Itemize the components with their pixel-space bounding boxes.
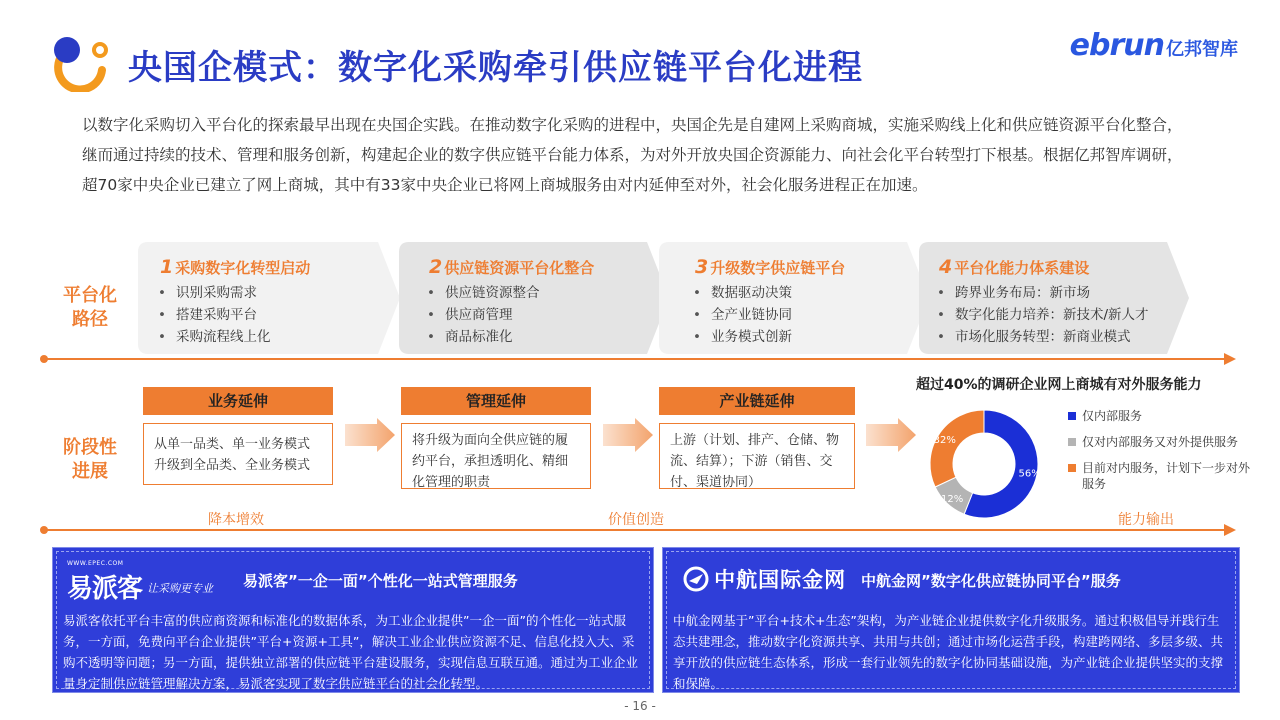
- donut-slice-label: 12%: [941, 493, 964, 505]
- path-stage-item: • 供应链资源整合: [427, 282, 539, 304]
- timeline-label: 降本增效: [208, 512, 264, 528]
- donut-chart: [924, 404, 1044, 524]
- path-stage-title: [695, 256, 845, 278]
- path-stage-item: • 市场化服务转型：新商业模式: [937, 326, 1149, 348]
- legend-label: 目前对内服务，计划下一步对外服务: [1082, 461, 1251, 491]
- stage-progress-label: [50, 436, 130, 484]
- title-logo-icon: [50, 34, 112, 92]
- brand-logo: [1070, 28, 1238, 63]
- cavic-logo-icon: [683, 566, 709, 592]
- path-stage-2: [399, 242, 669, 354]
- case-card-body: 中航金网基于”平台+技术+生态”架构，为产业链企业提供数字化升级服务。通过积极倡导并践行生态共建理念，推动数字化资源共享、共用与共创；通过市场化运营手段，构建跨网络、多层多级、共享开放的供应链生态体系，形成一套行业领先的数字化协同基础设施，为产业链企业提供坚实的支撑和保障。: [673, 613, 1224, 691]
- path-stage-items: [427, 282, 539, 348]
- path-stage-item: • 全产业链协同: [693, 304, 792, 326]
- chevron-right-icon: [603, 418, 653, 456]
- legend-swatch: [1068, 412, 1076, 420]
- extension-text: 上游（计划、排产、仓储、物流、结算）；下游（销售、交付、渠道协同）: [659, 423, 855, 489]
- path-stage-items: [158, 282, 270, 348]
- timeline-arrow-icon: [1224, 524, 1236, 536]
- path-stage-number: 3: [695, 256, 709, 278]
- epec-logo-slogan: 让采购更专业: [147, 582, 213, 595]
- extension-text: 从单一品类、单一业务模式升级到全品类、全业务模式: [143, 423, 333, 485]
- legend-label: 仅对内部服务又对外提供服务: [1082, 435, 1239, 449]
- intro-paragraph: 以数字化采购切入平台化的探索最早出现在央国企实践。在推动数字化采购的进程中，央国企先是自建网上采购商城，实施采购线上化和供应链资源平台化整合，继而通过持续的技术、管理和服务创新，构建起企业的数字供应链平台能力体系，为对外开放央国企资源能力、向社会化平台转型打下根基。根据亿邦智库调研，超70家中央企业已建立了网上商城，其中有33家中央企业已将网上商城服务由对内延伸至对外，社会化服务进程正在加速。: [82, 116, 1183, 194]
- path-stage-number: 4: [939, 256, 953, 278]
- path-stage-item: • 跨界业务布局：新市场: [937, 282, 1149, 304]
- donut-slice: [930, 410, 984, 487]
- cavic-logo: [683, 564, 846, 594]
- path-stage-title: [429, 256, 594, 278]
- legend-label: 仅内部服务: [1082, 409, 1143, 423]
- case-card-body: 易派客依托平台丰富的供应商资源和标准化的数据体系，为工业企业提供”一企一面”的个性化一站式服务，一方面，免费向平台企业提供”平台+资源+工具”，解决工业企业供应资源不足、信息化投入大、采购不透明等问题；另一方面，提供独立部署的供应链平台建设服务，实现信息互联互通。通过为工业企业量身定制供应链管理解决方案，易派客实现了数字供应链平台的社会化转型。: [63, 613, 639, 691]
- path-stage-4: [919, 242, 1189, 354]
- path-stage-item: • 搭建采购平台: [158, 304, 270, 326]
- case-card-cavic: [662, 547, 1240, 693]
- donut-title: 超过40%的调研企业网上商城有对外服务能力: [916, 377, 1202, 393]
- stage-progress-label-line2: 进展: [72, 461, 108, 482]
- platform-path-label-line1: 平台化: [63, 285, 117, 306]
- page-title: 央国企模式：数字化采购牵引供应链平台化进程: [128, 48, 863, 88]
- epec-logo: [67, 560, 227, 604]
- donut-legend: [1068, 408, 1258, 502]
- path-stage-items: [937, 282, 1149, 348]
- timeline-line: [44, 358, 1224, 360]
- legend-item: [1068, 460, 1258, 492]
- donut-slice-label: 32%: [933, 435, 956, 447]
- path-stage-title: [939, 256, 1089, 278]
- path-stage-item: • 供应商管理: [427, 304, 539, 326]
- path-stage-title-text: 升级数字供应链平台: [710, 259, 846, 277]
- platform-path-label: [50, 284, 130, 332]
- path-stage-item: • 识别采购需求: [158, 282, 270, 304]
- path-stage-title-text: 平台化能力体系建设: [954, 259, 1090, 277]
- path-stage-item: • 商品标准化: [427, 326, 539, 348]
- timeline-arrow-icon: [1224, 353, 1236, 365]
- platform-path-label-line2: 路径: [72, 309, 108, 330]
- path-stage-title: [160, 256, 310, 278]
- path-stage-title-text: 采购数字化转型启动: [175, 259, 311, 277]
- path-stage-item: • 业务模式创新: [693, 326, 792, 348]
- chevron-right-icon: [866, 418, 916, 456]
- path-stage-items: [693, 282, 792, 348]
- donut-slice-label: 56%: [1018, 468, 1041, 480]
- case-card-title: 中航金网”数字化供应链协同平台”服务: [861, 572, 1121, 590]
- path-stage-item: • 数据驱动决策: [693, 282, 792, 304]
- legend-swatch: [1068, 438, 1076, 446]
- brand-logo-cn: 亿邦智库: [1166, 39, 1238, 60]
- epec-logo-name: 易派客: [67, 574, 143, 604]
- case-card-title: 易派客”一企一面”个性化一站式管理服务: [243, 572, 518, 590]
- path-stage-title-text: 供应链资源平台化整合: [444, 259, 595, 277]
- epec-logo-site: WWW.EPEC.COM: [67, 560, 124, 567]
- timeline-line: [44, 529, 1224, 531]
- path-stage-3: [659, 242, 929, 354]
- legend-swatch: [1068, 464, 1076, 472]
- case-card-epec: [52, 547, 654, 693]
- page-number: - 16 -: [624, 699, 656, 713]
- extension-title: 业务延伸: [143, 387, 333, 415]
- stage-progress-label-line1: 阶段性: [63, 437, 117, 458]
- path-stage-number: 2: [429, 256, 443, 278]
- path-stage-item: • 采购流程线上化: [158, 326, 270, 348]
- timeline-label: 价值创造: [608, 512, 664, 528]
- chevron-right-icon: [345, 418, 395, 456]
- brand-logo-en: ebrun: [1069, 28, 1164, 63]
- path-stage-item: • 数字化能力培养：新技术/新人才: [937, 304, 1149, 326]
- extension-title: 产业链延伸: [659, 387, 855, 415]
- timeline-label: 能力输出: [1118, 512, 1174, 528]
- path-stage-number: 1: [160, 256, 174, 278]
- legend-item: [1068, 434, 1258, 450]
- cavic-logo-name: 中航国际金网: [714, 568, 847, 592]
- path-stage-1: [138, 242, 400, 354]
- extension-text: 将升级为面向全供应链的履约平台，承担透明化、精细化管理的职责: [401, 423, 591, 489]
- legend-item: [1068, 408, 1258, 424]
- extension-title: 管理延伸: [401, 387, 591, 415]
